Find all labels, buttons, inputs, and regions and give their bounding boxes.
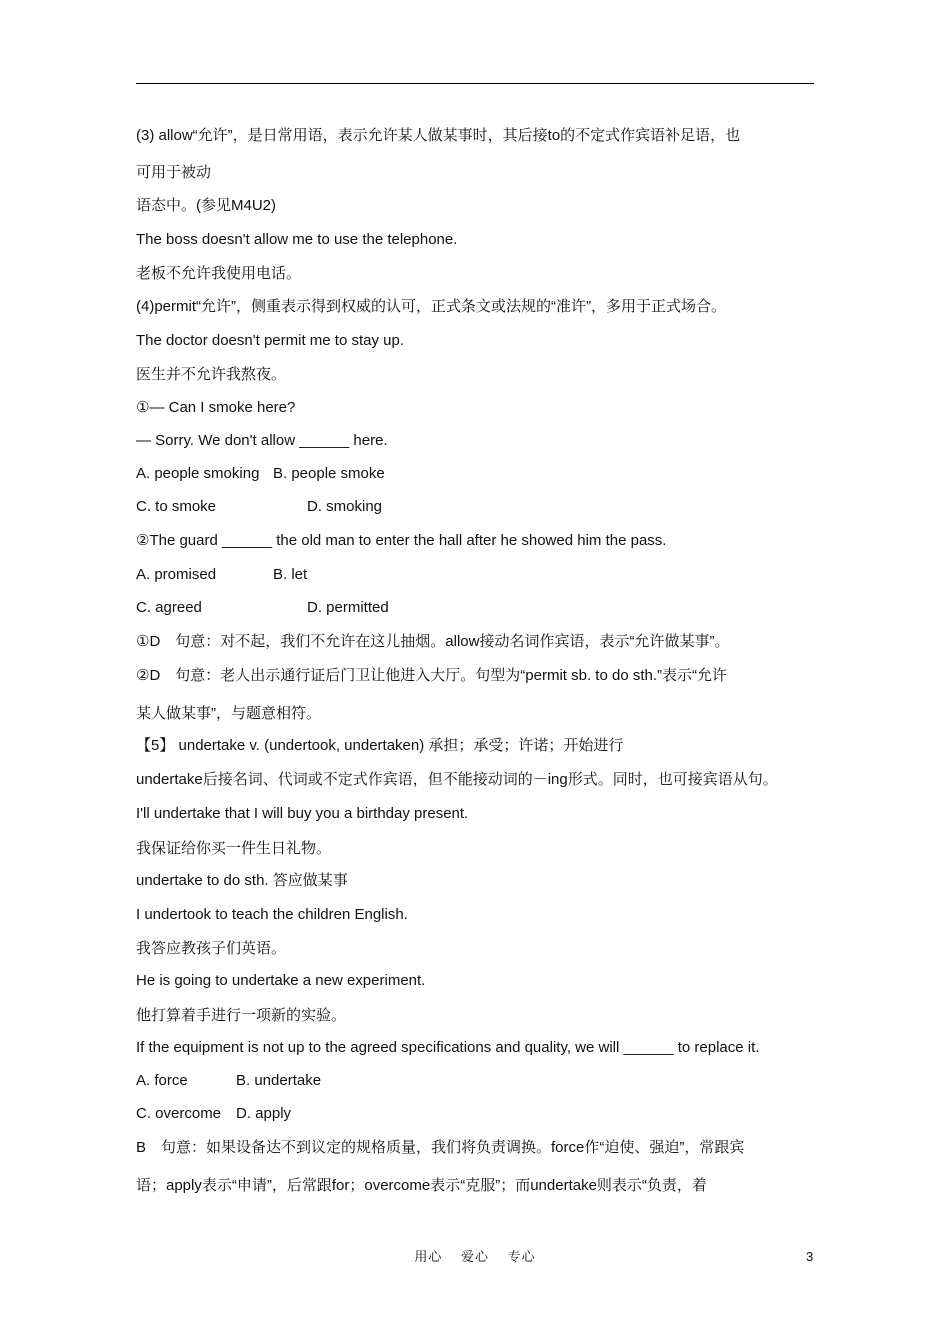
text-line: 他打算着手进行一项新的实验。	[136, 1007, 347, 1024]
answer-options	[136, 497, 383, 517]
option-d: D. smoking	[307, 498, 383, 515]
answer-options	[136, 1104, 292, 1124]
text-line: The doctor doesn't permit me to stay up.	[136, 332, 404, 349]
answer-options	[136, 565, 308, 585]
text-line: 老板不允许我使用电话。	[136, 265, 302, 282]
answer-explanation: 某人做某事”，与题意相符。	[136, 705, 321, 722]
text-line: 我保证给你买一件生日礼物。	[136, 840, 332, 857]
text-line: I undertook to teach the children English.	[136, 906, 408, 923]
page-footer: 用心 爱心 专心	[414, 1249, 536, 1264]
answer-options	[136, 598, 389, 618]
answer-explanation: ②D 句意：老人出示通行证后门卫让他进入大厅。句型为“permit sb. to do sth.”表示“允许	[136, 667, 727, 684]
option-a: A. people smoking	[136, 465, 260, 482]
text-line: (3) allow“允许”，是日常用语，表示允许某人做某事时，其后接to的不定式作宾语补足语，也	[136, 127, 741, 144]
question-stem: — Sorry. We don't allow ______ here.	[136, 432, 388, 449]
answer-explanation: ①D 句意：对不起，我们不允许在这儿抽烟。allow接动名词作宾语，表示“允许做某事”。	[136, 633, 730, 650]
text-line: 医生并不允许我熬夜。	[136, 366, 287, 383]
text-line: 可用于被动	[136, 164, 212, 181]
question-stem: ②The guard ______ the old man to enter the hall after he showed him the pass.	[136, 532, 667, 549]
text-line: undertake to do sth. 答应做某事	[136, 872, 348, 889]
option-a: A. force	[136, 1072, 188, 1089]
page-number: 3	[806, 1249, 814, 1264]
answer-options	[136, 464, 385, 484]
text-line: 我答应教孩子们英语。	[136, 940, 287, 957]
option-d: D. permitted	[307, 599, 389, 616]
option-d: D. apply	[236, 1105, 292, 1122]
option-b: B. let	[273, 566, 308, 583]
answer-options	[136, 1071, 322, 1091]
option-a: A. promised	[136, 566, 217, 583]
text-line: I'll undertake that I will buy you a birthday present.	[136, 805, 469, 822]
question-stem: ①— Can I smoke here?	[136, 399, 296, 416]
option-b: B. people smoke	[273, 465, 385, 482]
text-line: He is going to undertake a new experiment.	[136, 972, 426, 989]
option-c: C. to smoke	[136, 498, 217, 515]
option-c: C. overcome	[136, 1105, 222, 1122]
answer-explanation: 语；apply表示“申请”，后常跟for；overcome表示“克服”；而undertake则表示“负责，着	[136, 1177, 707, 1194]
header-rule	[136, 83, 814, 84]
question-stem: If the equipment is not up to the agreed specifications and quality, we will ______ to replace it.	[136, 1039, 760, 1056]
text-line: 语态中。(参见M4U2)	[136, 197, 277, 214]
option-c: C. agreed	[136, 599, 202, 616]
text-line: undertake后接名词、代词或不定式作宾语，但不能接动词的－ing形式。同时，也可接宾语从句。	[136, 771, 778, 788]
section-heading: 【5】 undertake v. (undertook, undertaken) 承担；承受；许诺；开始进行	[136, 737, 624, 754]
text-line: (4)permit“允许”，侧重表示得到权威的认可，正式条文或法规的“准许”，多用于正式场合。	[136, 298, 726, 315]
option-b: B. undertake	[236, 1072, 322, 1089]
answer-explanation: B 句意：如果设备达不到议定的规格质量，我们将负责调换。force作“迫使、强迫”，常跟宾	[136, 1139, 745, 1156]
text-line: The boss doesn't allow me to use the telephone.	[136, 231, 458, 248]
